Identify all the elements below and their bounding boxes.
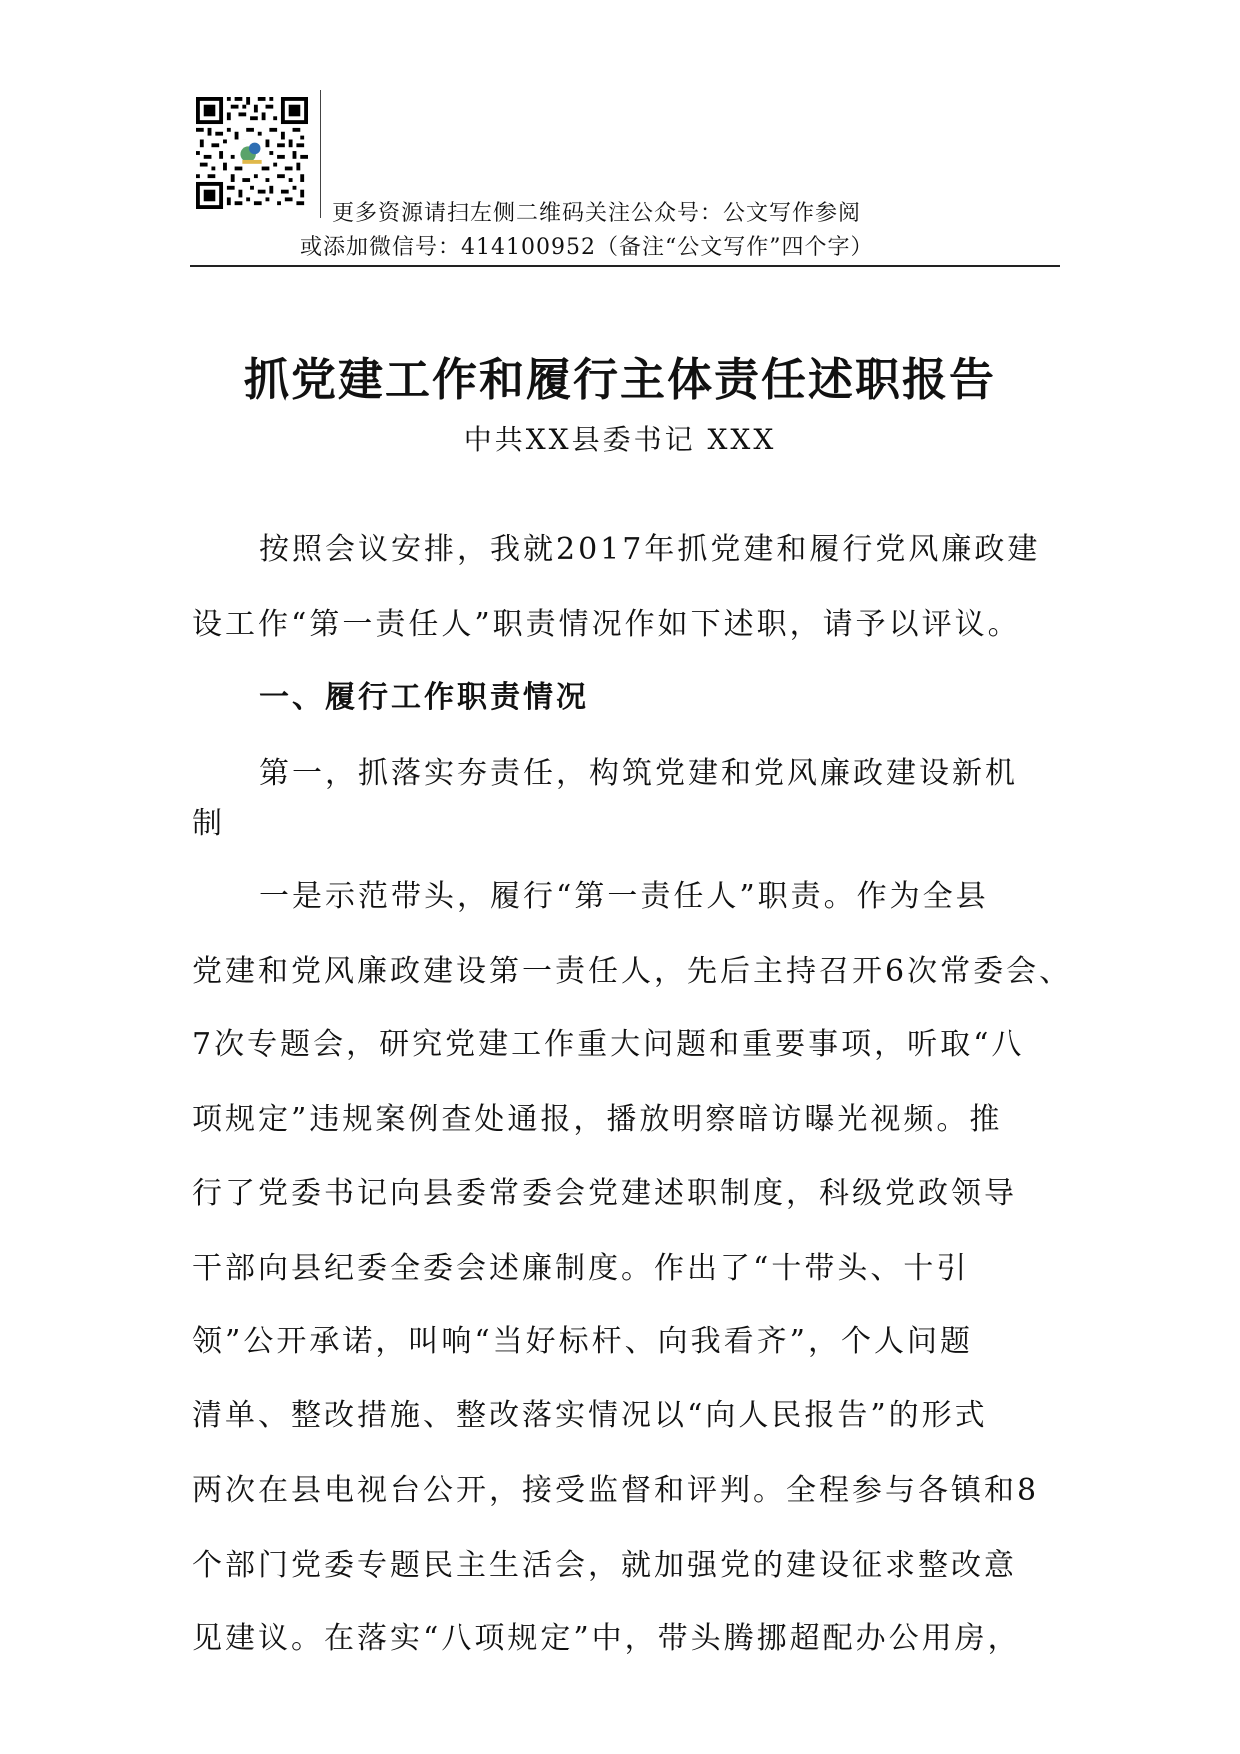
paragraph-line: 党建和党风廉政建设第一责任人，先后主持召开6次常委会、 (192, 954, 1073, 989)
paragraph-line: 领”公开承诺，叫响“当好标杆、向我看齐”，个人问题 (192, 1324, 974, 1359)
header-divider-rule (190, 265, 1060, 267)
paragraph-line: 个部门党委专题民主生活会，就加强党的建设征求整改意 (192, 1548, 1017, 1583)
header-divider-vertical (320, 90, 321, 218)
paragraph-line: 设工作“第一责任人”职责情况作如下述职，请予以评议。 (192, 607, 1021, 642)
qr-code (196, 97, 308, 209)
paragraph-line: 制 (192, 806, 225, 841)
paragraph-line: 见建议。在落实“八项规定”中，带头腾挪超配办公用房， (192, 1621, 1021, 1656)
paragraph-line: 一是示范带头，履行“第一责任人”职责。作为全县 (259, 879, 989, 914)
document-author-line: 中共XX县委书记 XXX (463, 423, 777, 456)
section-heading: 一、履行工作职责情况 (259, 680, 589, 715)
paragraph-line: 按照会议安排，我就2017年抓党建和履行党风廉政建 (259, 532, 1041, 567)
paragraph-line: 清单、整改措施、整改落实情况以“向人民报告”的形式 (192, 1398, 988, 1433)
document-title: 抓党建工作和履行主体责任述职报告 (243, 353, 996, 406)
header-note-line-1: 更多资源请扫左侧二维码关注公众号：公文写作参阅 (332, 201, 862, 226)
paragraph-line: 行了党委书记向县委常委会党建述职制度，科级党政领导 (192, 1176, 1017, 1211)
paragraph-line: 项规定”违规案例查处通报，播放明察暗访曝光视频。推 (192, 1102, 1003, 1137)
qr-code-graphic (196, 97, 308, 209)
header-note-line-2: 或添加微信号：414100952（备注“公文写作”四个字） (300, 235, 874, 260)
paragraph-line: 7次专题会，研究党建工作重大问题和重要事项，听取“八 (192, 1027, 1025, 1062)
paragraph-line: 两次在县电视台公开，接受监督和评判。全程参与各镇和8 (192, 1473, 1040, 1508)
subsection-heading: 第一，抓落实夯责任，构筑党建和党风廉政建设新机 (259, 756, 1018, 791)
paragraph-line: 干部向县纪委全委会述廉制度。作出了“十带头、十引 (192, 1251, 970, 1286)
